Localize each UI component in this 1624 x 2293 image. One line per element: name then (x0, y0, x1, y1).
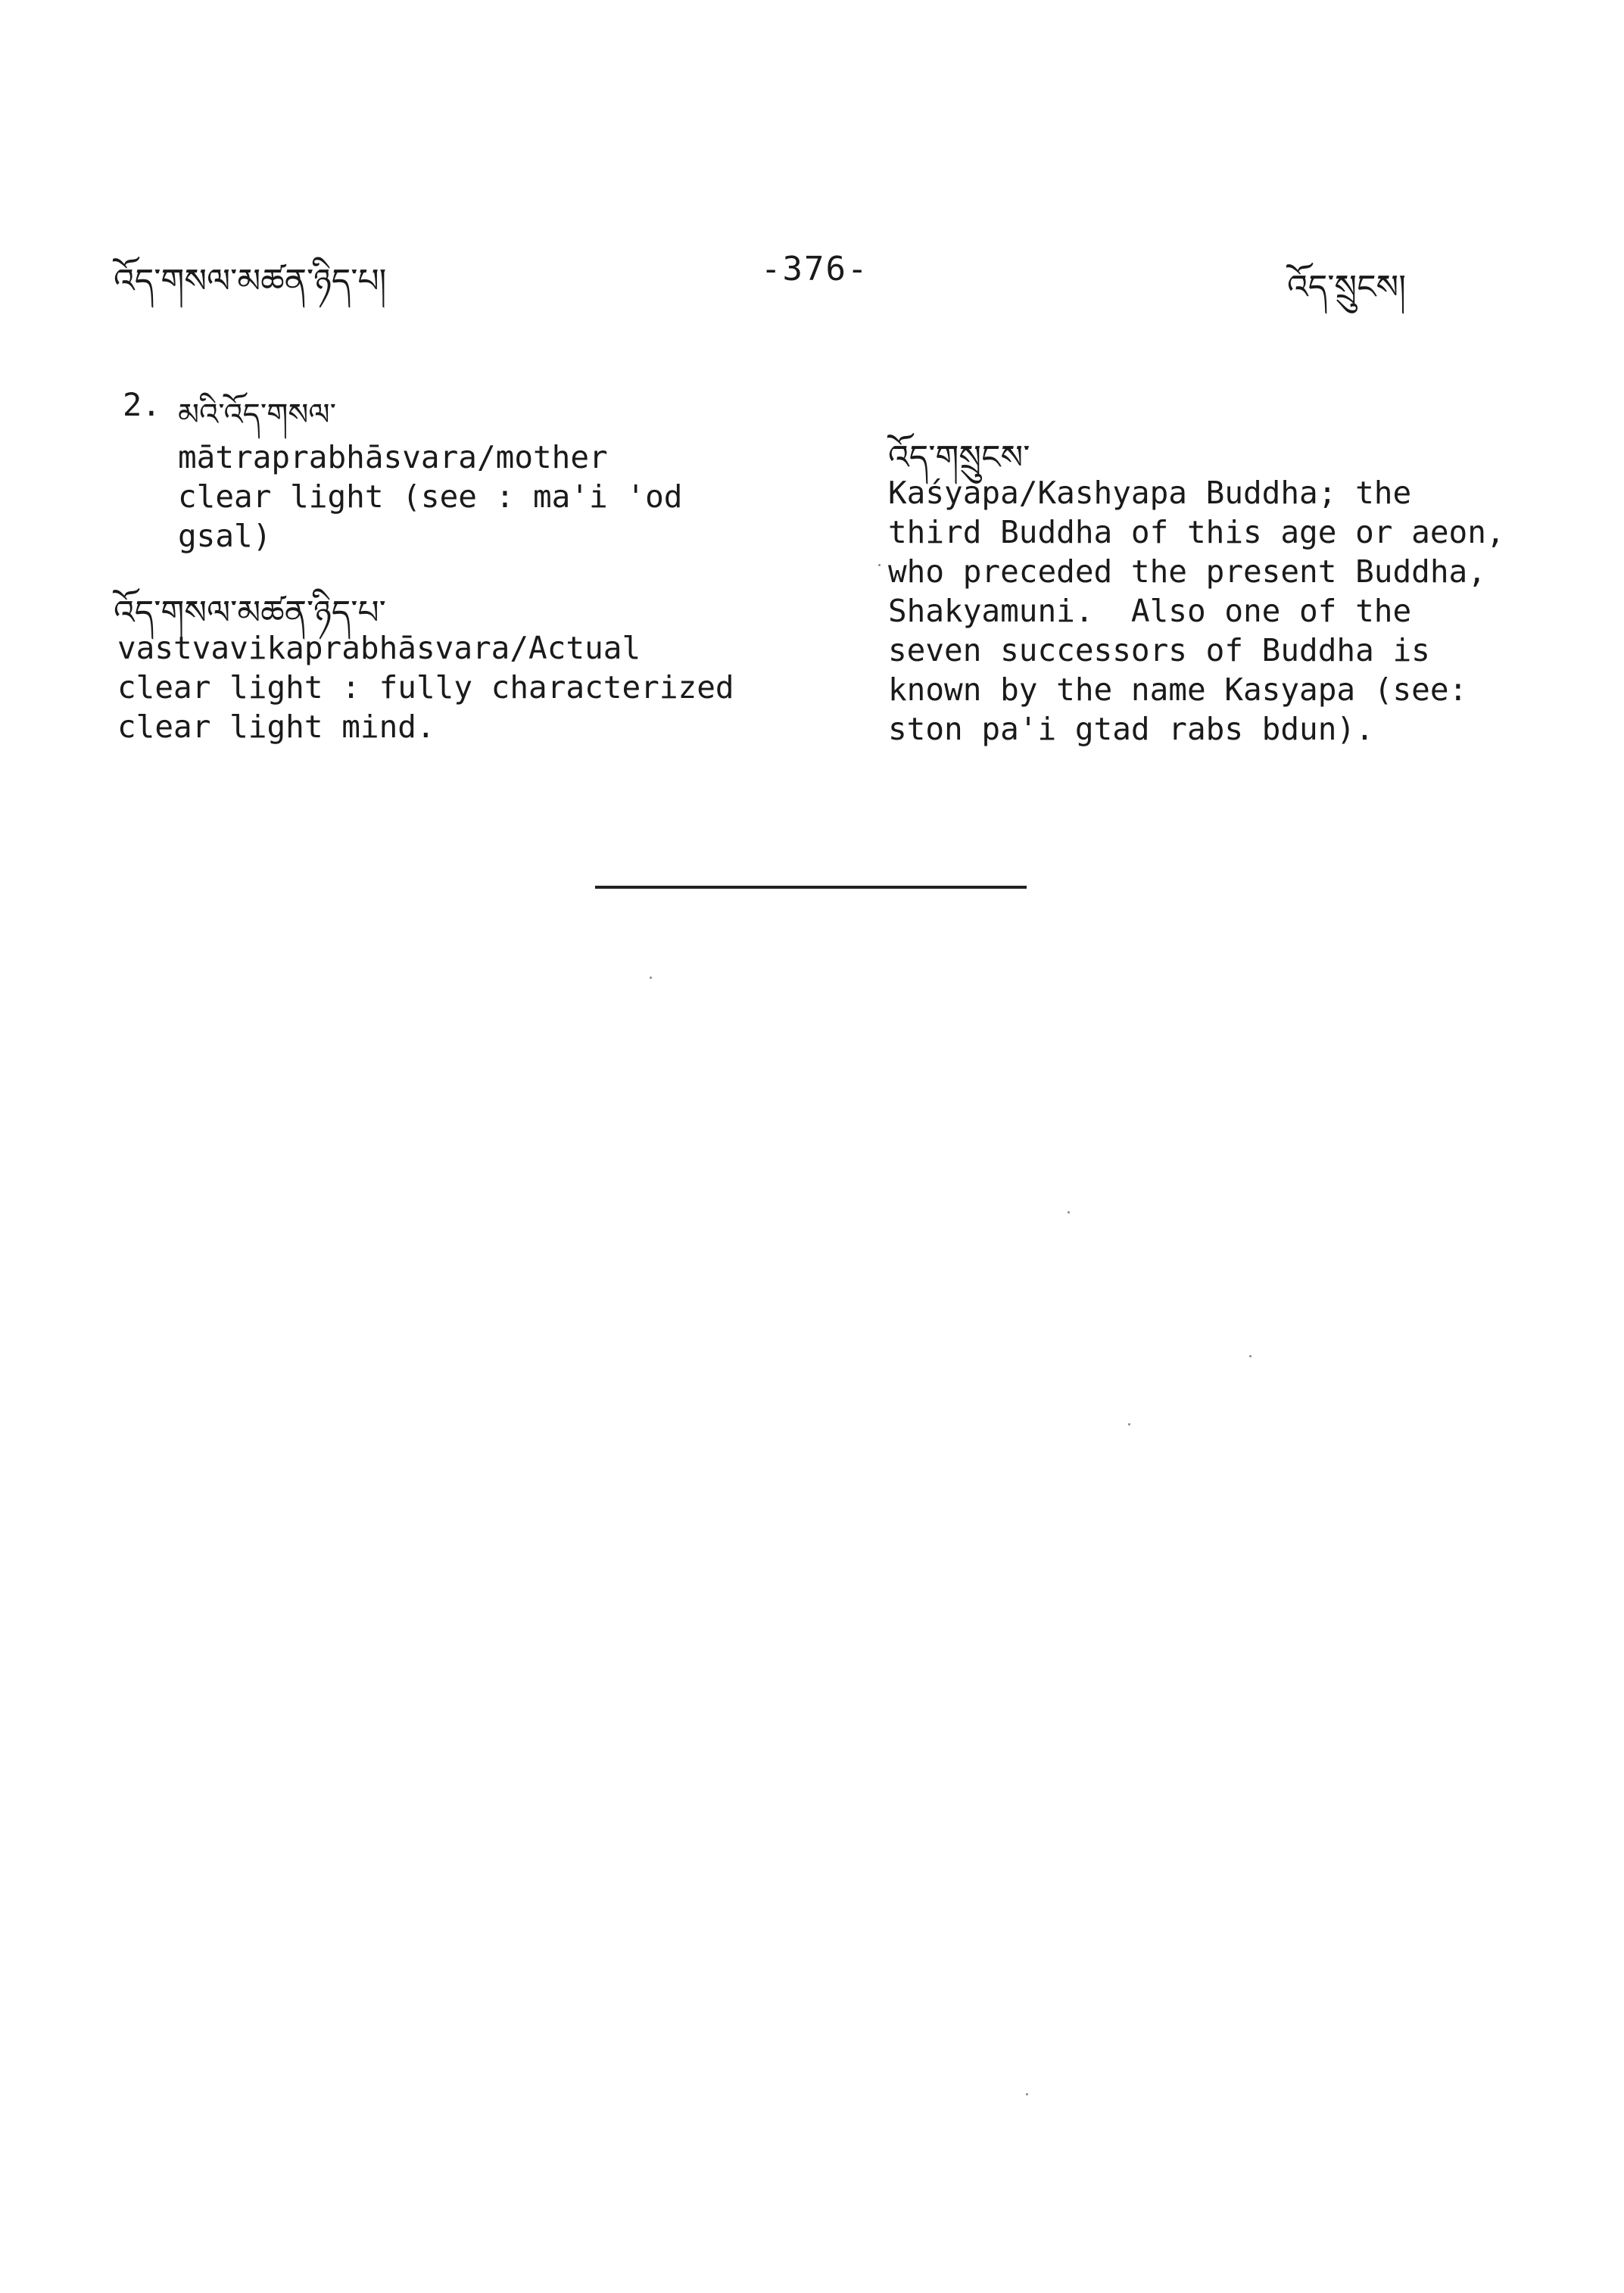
page-number: -376- (761, 250, 869, 288)
definition-line: seven successors of Buddha is (888, 632, 1430, 668)
definition-line: clear light (see : ma'i 'od (178, 478, 683, 515)
scan-speck (1026, 2093, 1028, 2095)
scan-speck (1068, 1211, 1070, 1213)
entry-definition (178, 438, 682, 556)
definition-line: clear light : fully characterized (117, 669, 734, 706)
definition-line: third Buddha of this age or aeon, (888, 514, 1505, 550)
definition-line: gsal) (178, 518, 272, 554)
definition-line: Shakyamuni. Also one of the (888, 593, 1412, 629)
header-right-tibetan: འོད་སྲུངས། (1287, 268, 1406, 307)
definition-line: ston pa'i gtad rabs bdun). (888, 711, 1374, 747)
scan-speck (1128, 1423, 1130, 1425)
scan-speck (650, 977, 652, 979)
entry-number: 2. (123, 386, 161, 423)
entry-definition (117, 628, 734, 746)
definition-line: clear light mind. (117, 709, 435, 745)
scan-speck (1249, 1355, 1252, 1357)
entry-definition (888, 473, 1505, 749)
section-divider (595, 886, 1027, 889)
definition-line: who preceded the present Buddha, (888, 553, 1486, 590)
definition-line: vastvavikaprabhāsvara/Actual (117, 630, 641, 666)
scan-speck (878, 564, 881, 566)
definition-line: known by the name Kasyapa (see: (888, 671, 1468, 708)
definition-line: Kaśyapa/Kashyapa Buddha; the (888, 475, 1412, 511)
entry-tibetan-term: མའི་འོད་གསལ་ (178, 397, 337, 432)
definition-line: mātraprabhāsvara/mother (178, 439, 608, 475)
entry-tibetan-term: འོད་གསལ་མཚན་ཉིད་པ་ (114, 594, 386, 632)
header-left-tibetan: འོད་གསལ་མཚན་ཉིད་པ། (114, 262, 387, 301)
entry-tibetan-term: འོད་གསྲུངས་ (888, 438, 1030, 477)
